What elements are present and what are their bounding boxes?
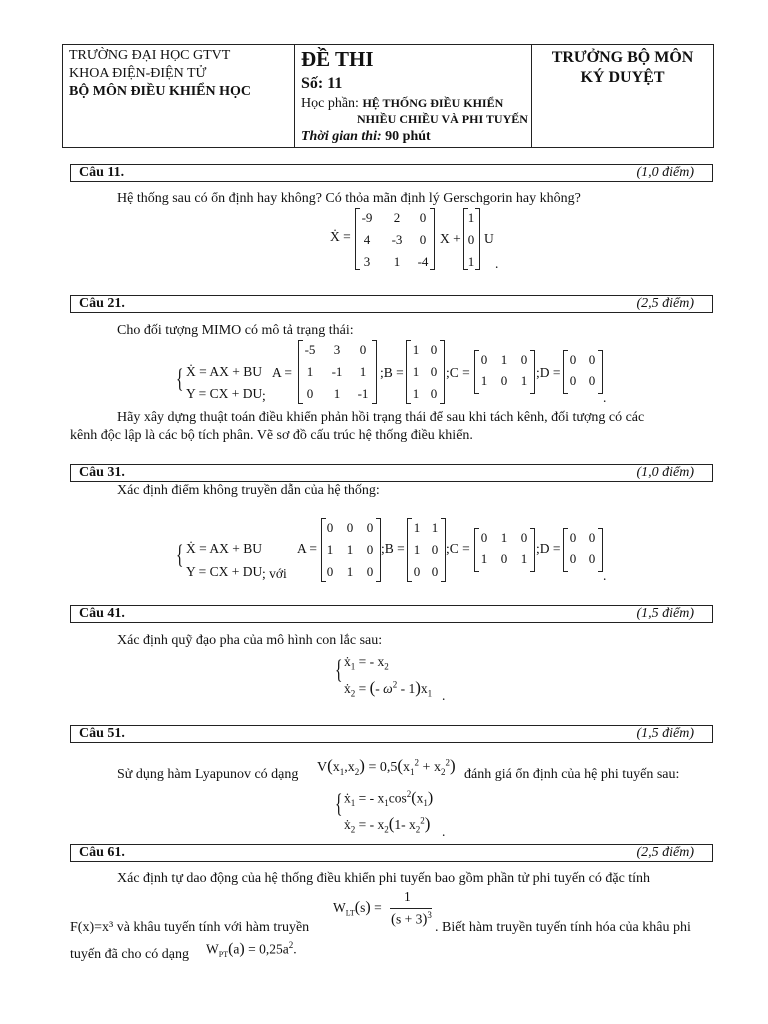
matrix-cell: 1 bbox=[393, 254, 401, 269]
question-bar-31 bbox=[70, 464, 713, 482]
matrix-cell: 0 bbox=[588, 551, 596, 566]
matrix-cell: 0 bbox=[520, 352, 528, 367]
question-text-2: Hãy xây dựng thuật toán điều khiển phản hồi trạng thái để sau khi tách kênh, đối tượng có các bbox=[117, 410, 645, 425]
matrix-cell: 0 bbox=[326, 520, 334, 535]
matrix-cell: 1 bbox=[412, 364, 420, 379]
matrix-cell: 0 bbox=[430, 342, 438, 357]
school-name: TRƯỜNG ĐẠI HỌC GTVT bbox=[69, 48, 231, 63]
matrix-cell: 1 bbox=[413, 520, 421, 535]
matrix-cell: 1 bbox=[346, 542, 354, 557]
matrix-cell: 1 bbox=[326, 542, 334, 557]
question-points: (1,0 điểm) bbox=[636, 465, 694, 480]
exam-title: ĐỀ THI bbox=[301, 47, 374, 71]
matrix-cell: 1 bbox=[520, 373, 528, 388]
matrix-cell: 1 bbox=[467, 254, 475, 269]
matrix-cell: 1 bbox=[412, 386, 420, 401]
matrix-cell: 3 bbox=[333, 342, 341, 357]
approval-line-1: TRƯỞNG BỘ MÔN bbox=[551, 49, 694, 66]
question-label: Câu 61. bbox=[79, 845, 125, 860]
question-label: Câu 21. bbox=[79, 296, 125, 311]
header-approval-cell bbox=[532, 45, 713, 147]
question-text: Xác định tự dao động của hệ thống điều khiển phi tuyến bao gồm phần tử phi tuyến có đặc tính bbox=[117, 871, 651, 886]
department-name: BỘ MÔN ĐIỀU KHIỂN HỌC bbox=[69, 84, 252, 99]
question-text: Sử dụng hàm Lyapunov có dạng bbox=[117, 767, 299, 782]
question-text: Cho đối tượng MIMO có mô tả trạng thái: bbox=[117, 323, 354, 338]
question-bar-61 bbox=[70, 844, 713, 862]
matrix-cell: 0 bbox=[413, 564, 421, 579]
matrix-cell: 4 bbox=[363, 232, 371, 247]
question-label: Câu 31. bbox=[79, 465, 125, 480]
faculty-name: KHOA ĐIỆN-ĐIỆN TỬ bbox=[69, 66, 207, 81]
matrix-cell: 0 bbox=[326, 564, 334, 579]
question-text: Hệ thống sau có ổn định hay không? Có thỏa mãn định lý Gerschgorin hay không? bbox=[117, 191, 581, 206]
matrix-cell: 0 bbox=[500, 373, 508, 388]
question-bar-11 bbox=[70, 164, 713, 182]
matrix-cell: 0 bbox=[467, 232, 475, 247]
matrix-cell: 0 bbox=[306, 386, 314, 401]
linearized-transfer-function: $W_{PT}(a) = 0,25a^2$. bbox=[206, 940, 297, 960]
matrix-cell: 0 bbox=[569, 551, 577, 566]
matrix-cell: 0 bbox=[366, 520, 374, 535]
matrix-cell: 0 bbox=[588, 530, 596, 545]
question-points: (2,5 điểm) bbox=[636, 296, 694, 311]
matrix-cell: 1 bbox=[359, 364, 367, 379]
question-points: (1,5 điểm) bbox=[636, 606, 694, 621]
matrix-cell: 0 bbox=[520, 530, 528, 545]
question-bar-51 bbox=[70, 725, 713, 743]
matrix-cell: 1 bbox=[467, 210, 475, 225]
question-text: Xác định điểm không truyền dẫn của hệ thống: bbox=[117, 483, 380, 498]
matrix-cell: 1 bbox=[346, 564, 354, 579]
question-label: Câu 51. bbox=[79, 726, 125, 741]
matrix-cell: 1 bbox=[412, 342, 420, 357]
matrix-cell: 0 bbox=[431, 564, 439, 579]
with-word: ; với bbox=[262, 566, 287, 581]
matrix-cell: 0 bbox=[419, 210, 427, 225]
approval-line-2: KÝ DUYỆT bbox=[580, 69, 665, 86]
matrix-cell: 0 bbox=[346, 520, 354, 535]
matrix-cell: 1 bbox=[500, 530, 508, 545]
exam-number: Số: 11 bbox=[301, 75, 343, 92]
question-text-2b: . Biết hàm truyền tuyến tính hóa của khâu phi bbox=[435, 920, 691, 935]
matrix-cell: 1 bbox=[333, 386, 341, 401]
matrix-cell: 1 bbox=[520, 551, 528, 566]
question-points: (1,0 điểm) bbox=[636, 165, 694, 180]
matrix-cell: 3 bbox=[363, 254, 371, 269]
matrix-cell: 0 bbox=[480, 352, 488, 367]
matrix-cell: 1 bbox=[480, 373, 488, 388]
matrix-cell: 0 bbox=[430, 364, 438, 379]
matrix-cell: 0 bbox=[588, 373, 596, 388]
matrix-cell: 0 bbox=[419, 232, 427, 247]
matrix-cell: 1 bbox=[500, 352, 508, 367]
lyapunov-function: $V(x_1,x_2) = 0,5(x_1^2 + x_2^2)$ bbox=[317, 756, 456, 777]
question-text-3: kênh độc lập là các bộ tích phân. Vẽ sơ đồ cấu trúc hệ thống điều khiển. bbox=[70, 428, 473, 443]
question-label: Câu 11. bbox=[79, 165, 125, 180]
matrix-cell: 0 bbox=[500, 551, 508, 566]
course-name-1: HỆ THỐNG ĐIỀU KHIỂN bbox=[362, 96, 504, 110]
matrix-cell: -1 bbox=[331, 364, 343, 379]
time-line bbox=[301, 128, 431, 145]
matrix-cell: 0 bbox=[366, 564, 374, 579]
matrix-cell: -4 bbox=[417, 254, 429, 269]
question-points: (1,5 điểm) bbox=[636, 726, 694, 741]
question-bar-21 bbox=[70, 295, 713, 313]
matrix-cell: -1 bbox=[357, 386, 369, 401]
course-name-2: NHIỀU CHIỀU VÀ PHI TUYẾN bbox=[357, 112, 528, 126]
matrix-cell: -9 bbox=[361, 210, 373, 225]
matrix-cell: -5 bbox=[304, 342, 316, 357]
matrix-cell: 0 bbox=[359, 342, 367, 357]
time-value: 90 phút bbox=[385, 129, 431, 144]
question-text-after: đánh giá ổn định của hệ phi tuyến sau: bbox=[464, 767, 680, 782]
matrix-cell: 0 bbox=[569, 373, 577, 388]
course-label: Học phần: bbox=[301, 96, 359, 111]
exam-header bbox=[62, 44, 714, 148]
question-text-3: tuyến đã cho có dạng bbox=[70, 947, 189, 962]
matrix-cell: 0 bbox=[569, 352, 577, 367]
question-text: Xác định quỹ đạo pha của mô hình con lắc sau: bbox=[117, 633, 383, 648]
matrix-cell: 1 bbox=[431, 520, 439, 535]
matrix-cell: 0 bbox=[366, 542, 374, 557]
matrix-cell: -3 bbox=[391, 232, 403, 247]
matrix-cell: 0 bbox=[480, 530, 488, 545]
matrix-cell: 2 bbox=[393, 210, 401, 225]
matrix-cell: 0 bbox=[431, 542, 439, 557]
question-bar-41 bbox=[70, 605, 713, 623]
time-label: Thời gian thi: bbox=[301, 129, 382, 144]
matrix-cell: 1 bbox=[413, 542, 421, 557]
question-text-2a: F(x)=x³ và khâu tuyến tính với hàm truyền bbox=[70, 920, 310, 935]
matrix-cell: 0 bbox=[588, 352, 596, 367]
question-label: Câu 41. bbox=[79, 606, 125, 621]
matrix-cell: 0 bbox=[430, 386, 438, 401]
header-exam-cell bbox=[295, 45, 532, 147]
header-school-cell bbox=[63, 45, 295, 147]
question-points: (2,5 điểm) bbox=[636, 845, 694, 860]
course-line bbox=[301, 95, 503, 112]
matrix-cell: 1 bbox=[306, 364, 314, 379]
matrix-cell: 1 bbox=[480, 551, 488, 566]
matrix-cell: 0 bbox=[569, 530, 577, 545]
